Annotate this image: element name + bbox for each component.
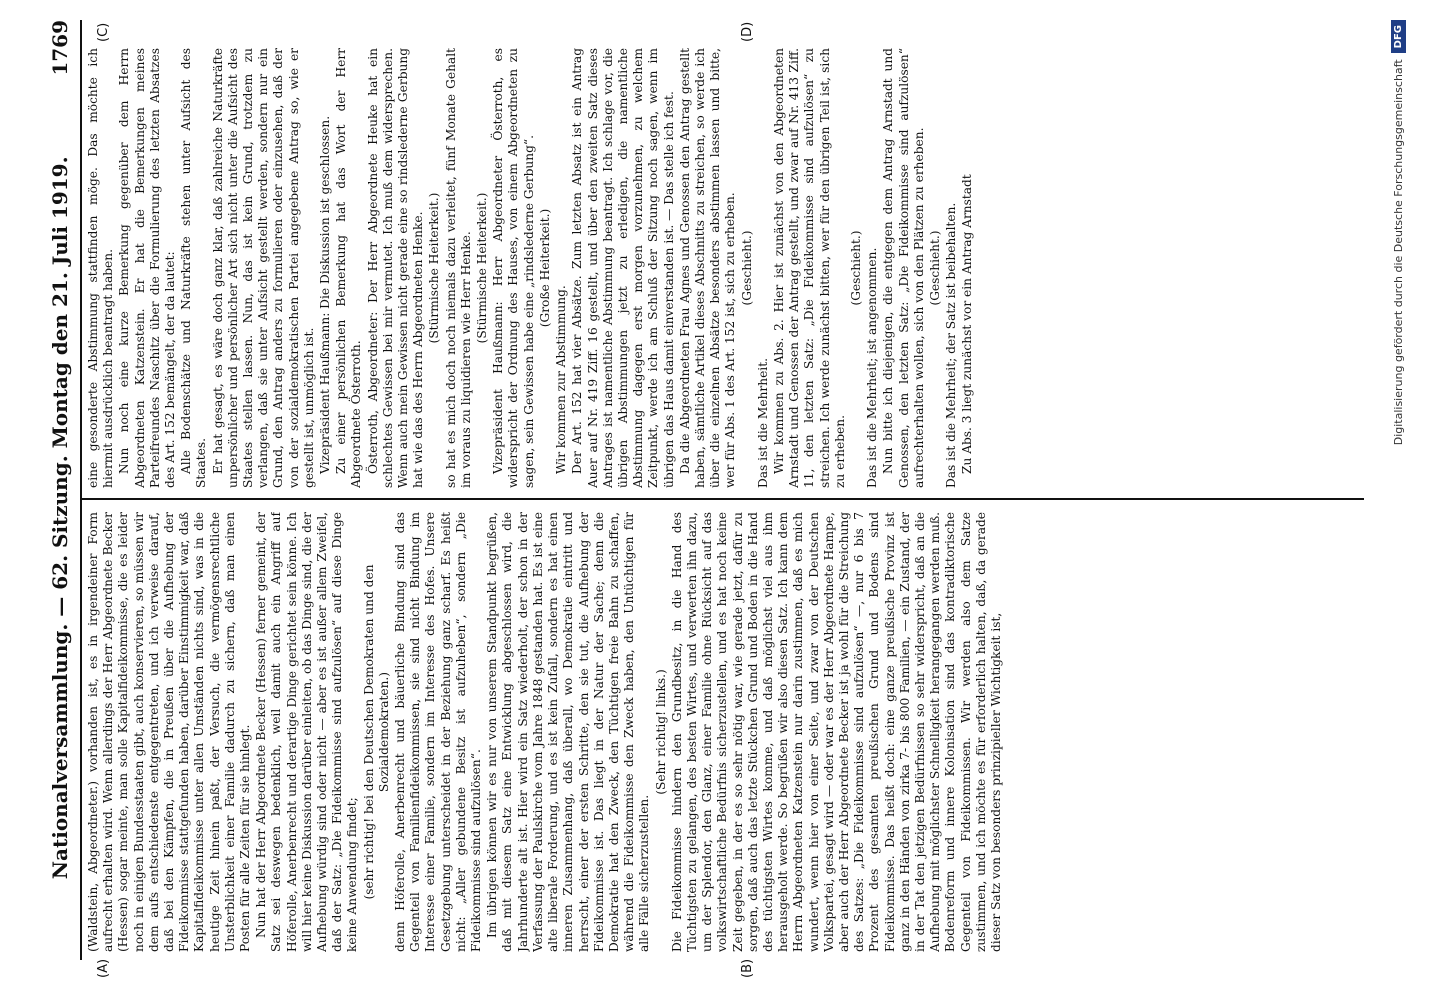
text-paragraph: Wir kommen zu Abs. 2. Hier ist zunächst von den Abgeordneten Arnstadt und Genossen der Antrag gestellt, und zwar auf Nr. 413 Ziff. 11, den letzten Satz: „Die Fideikommisse sind aufzulösen“ zu streichen. Ich werde zunächst bitten, wer für den übrigen Teil ist, sich zu erheben. — [771, 48, 847, 488]
margin-label-d: (D) — [740, 21, 755, 42]
margin-label-b: (B) — [740, 958, 755, 978]
text-paragraph: Vizepräsident Haußmann: Die Diskussion ist geschlossen. — [318, 115, 333, 474]
interjection-line: (Sehr richtig! links.) — [653, 669, 668, 795]
margin-label-a: (A) — [96, 958, 111, 978]
digitization-footer — [1370, 20, 1426, 960]
text-paragraph: Die Fideikommisse hindern den Grundbesitz, in die Hand des Tüchtigsten zu gelangen, des besten Wirtes, und verwerten ihn dazu, um der Splendor, den Glanz, einer Familie ohne Rücksicht auf das volkswirtschaftliche Bedürfnis sicherzustellen, und es hat noch keine Zeit gegeben, in der es so sehr nötig war, wie gerade jetzt, dafür zu sorgen, daß auch das letzte Stückchen Grund und Boden in die Hand des tüchtigsten Wirtes komme, und daß möglichst viel aus ihm herausgeholt werde. So begrüßen wir also diesen Satz. Ich kann dem Herrn Abgeordneten Katzenstein nur darin zustimmen, daß es mich wundert, wenn hier von einer Seite, und zwar von der Deutschen Volkspartei, gesagt wird — oder war es der Herr Abgeordnete Hampe, aber auch der Herr Abgeordnete Becker ist ja wohl für die Streichung des Satzes: „Die Fideikommisse sind aufzulösen“ —, nur 6 bis 7 Prozent des gesamten preußischen Grund und Bodens sind Fideikommisse. Das heißt doch: eine ganze preußische Provinz ist ganz in den Händen von zirka 7- bis 800 Familien, — ein Zustand, der in der Tat den jetzigen Bedürfnissen so sehr widerspricht, daß an die Aufhebung mit möglichster Schnelligkeit herangegangen werden muß. Bodenreform und innere Kolonisation sind das kontradiktorische Gegenteil von Fideikommissen. Wir werden also dem Satze zustimmen, und ich möchte es für erforderlich halten, daß, da gerade dieser Satz von besonders prinzipieller Wichtigkeit ist, — [669, 512, 1003, 952]
text-paragraph: Das ist die Mehrheit; der Satz ist beibehalten. — [944, 202, 959, 488]
page-header — [40, 20, 82, 960]
interjection-line: (Geschieht.) — [848, 230, 863, 306]
text-paragraph: Das ist die Mehrheit; ist angenommen. — [865, 247, 880, 488]
interjection-line: (Geschieht.) — [927, 230, 942, 306]
margin-label-c: (C) — [96, 22, 111, 42]
text-paragraph: Nun bitte ich diejenigen, die entgegen dem Antrag Arnstadt und Genossen, den letzten Satz: „Die Fideikommisse sind aufzulösen“ aufrechterhalten wollen, sich von den Plätzen zu erheben. — [881, 48, 926, 488]
interjection-line: (sehr richtig! bei den Deutschen Demokraten und den Sozialdemokraten.) — [361, 564, 391, 900]
text-paragraph: Österroth, Abgeordneter: Der Herr Abgeordnete Heuke hat ein schlechtes Gewissen bei mir vermutet. Ich muß dem widersprechen. Wenn auch mein Gewissen nicht gerade eine so rindslederne Gerbung hat wie das des Herrn Abgeordneten Henke. — [365, 48, 426, 488]
text-paragraph: denn Höferolle, Anerbenrecht und bäuerliche Bindung sind das Gegenteil von Familienfideikommissen, sie sind nicht Bindung im Interesse einer Familie, sondern im Interesse des Hofes. Unsere Gesetzgebung unterscheidet in der Beziehung ganz scharf. Es heißt nicht: „Aller gebundene Besitz ist aufzuheben“, sondern „Die Fideikommisse sind aufzulösen“. — [393, 512, 484, 952]
text-paragraph: Er hat gesagt, es wäre doch ganz klar, daß zahlreiche Naturkräfte unpersönlicher und persönlicher Art sich nicht unter die Aufsicht des Staates stellen lassen. Nun, das ist kein Grund, trotzdem zu verlangen, daß sie unter Aufsicht gestellt werden, sondern nur ein Grund, den Antrag anders zu formulieren oder einzusehen, daß der von der sozialdemokratischen Partei angegebene Antrag so, wie er gestellt ist, unmöglich ist. — [210, 48, 316, 488]
interjection-line: (Stürmische Heiterkeit.) — [427, 192, 442, 344]
text-paragraph: Wir kommen zur Abstimmung. — [554, 285, 569, 474]
text-paragraph: eine gesonderte Abstimmung stattfinden möge. Das möchte ich hiermit ausdrücklich beantragt haben. — [86, 48, 116, 488]
interjection-line: (Große Heiterkeit.) — [537, 208, 552, 328]
right-text-column — [86, 48, 1362, 488]
text-paragraph: Alle Bodenschätze und Naturkräfte stehen unter Aufsicht des Staates. — [179, 48, 209, 488]
column-divider — [82, 498, 1364, 500]
dfg-logo: DFG — [1391, 20, 1406, 53]
text-paragraph: so hat es mich doch noch niemals dazu verleitet, fünf Monate Gehalt im voraus zu liquidieren wie Herr Henke. — [443, 48, 473, 488]
left-text-column — [86, 512, 1362, 952]
text-paragraph: Zu einer persönlichen Bemerkung hat das Wort der Herr Abgeordnete Österroth. — [334, 48, 364, 488]
text-paragraph: Zu Abs. 3 liegt zunächst vor ein Antrag Arnstadt — [960, 174, 975, 474]
interjection-line: (Geschieht.) — [739, 230, 754, 306]
page-number: 1769 — [48, 20, 72, 76]
text-paragraph: Im übrigen können wir es nur von unserem Standpunkt begrüßen, daß mit diesem Satz eine Entwicklung abgeschlossen wird, die Jahrhunderte alt ist. Hier wird ein Satz wiederholt, der schon in der Verfassung der Paulskirche vom Jahre 1848 gestanden hat. Es ist eine alte liberale Forderung, und es ist kein Zufall, sondern es hat einen inneren Zusammenhang, daß überall, wo Demokratie eintritt und herrscht, einer der ersten Schritte, den sie tut, die Aufhebung der Fideikommisse ist. Das liegt in der Natur der Sache; denn die Demokratie hat den Zweck, den Tüchtigen freie Bahn zu schaffen, während die Fideikommisse den Zweck haben, den Untüchtigen für alle Fälle sicherzustellen. — [485, 512, 652, 952]
header-title: Nationalversammlung. — 62. Sitzung. Montag den 21. Juli 1919. — [48, 156, 72, 880]
text-paragraph: Vizepräsident Haußmann: Herr Abgeordneter Österroth, es widerspricht der Ordnung des Hauses, von einem Abgeordneten zu sagen, sein Gewissen habe eine „rindslederne Gerbung“. — [491, 48, 536, 488]
text-paragraph: Nun noch eine kurze Bemerkung gegenüber dem Herrn Abgeordneten Katzenstein. Er hat die Bemerkungen meines Parteifreundes Naschitz über die Formulierung des letzten Absatzes des Art. 152 bemängelt, der da lautet: — [117, 48, 178, 488]
text-paragraph: Nun hat der Herr Abgeordnete Becker (Hessen) ferner gemeint, der Satz sei deswegen bedenklich, weil damit auch ein Angriff auf Höferolle, Anerbenrecht und derartige Dinge gerichtet sein könne. Ich will hier keine Diskussion darüber einleiten, ob das Dinge sind, die der Aufhebung würdig sind oder nicht — aber es ist außer allem Zweifel, daß der Satz: „Die Fideikommisse sind aufzulösen“ auf diese Dinge keine Anwendung findet; — [254, 512, 360, 952]
text-paragraph: Das ist die Mehrheit. — [755, 358, 770, 488]
digitization-note: Digitalisierung gefördert durch die Deutsche Forschungsgemeinschaft — [1391, 59, 1405, 446]
text-paragraph: Der Art. 152 hat vier Absätze. Zum letzten Absatz ist ein Antrag Auer auf Nr. 419 Ziff. 16 gestellt, und über den zweiten Satz dieses Antrages ist namentliche Abstimmung beantragt. Ich schlage vor, die übrigen Abstimmungen jetzt zu erledigen, die namentliche Abstimmung dagegen erst morgen vorzunehmen, zu welchem Zeitpunkt, werde ich am Schluß der Sitzung noch sagen, wenn im übrigen das Haus damit einverstanden ist. — Das stelle ich fest. — [570, 48, 676, 488]
text-paragraph: Da die Abgeordneten Frau Agnes und Genossen den Antrag gestellt haben, sämtliche Artikel dieses Abschnitts zu streichen, so werde ich über die einzelnen Absätze besonders abstimmen lassen und bitte, wer für Abs. 1 des Art. 152 ist, sich zu erheben. — [677, 48, 738, 488]
interjection-line: (Stürmische Heiterkeit.) — [475, 192, 490, 344]
text-paragraph: (Waldstein, Abgeordneter.) vorhanden ist, es in irgendeiner Form aufrecht erhalten wird. Wenn allerdings der Herr Abgeordnete Becker (Hessen) sogar meinte, man solle Kapitalfideikommisse, die es leider noch in einigen Bundesstaaten gibt, auch konservieren, so müssen wir dem aufs entschiedenste entgegentreten, und ich verweise darauf, daß bei den Kämpfen, die in Preußen über die Aufhebung der Fideikommisse stattgefunden haben, darüber Einstimmigkeit war, daß Kapitalfideikommisse unter allen Umständen nichts sind, was in die heutige Zeit hinein paßt, der Versuch, die vermögensrechtliche Unsterblichkeit einer Familie dadurch zu sichern, daß man einen Posten für alle Zeiten für sie hinlegt. — [86, 512, 253, 952]
